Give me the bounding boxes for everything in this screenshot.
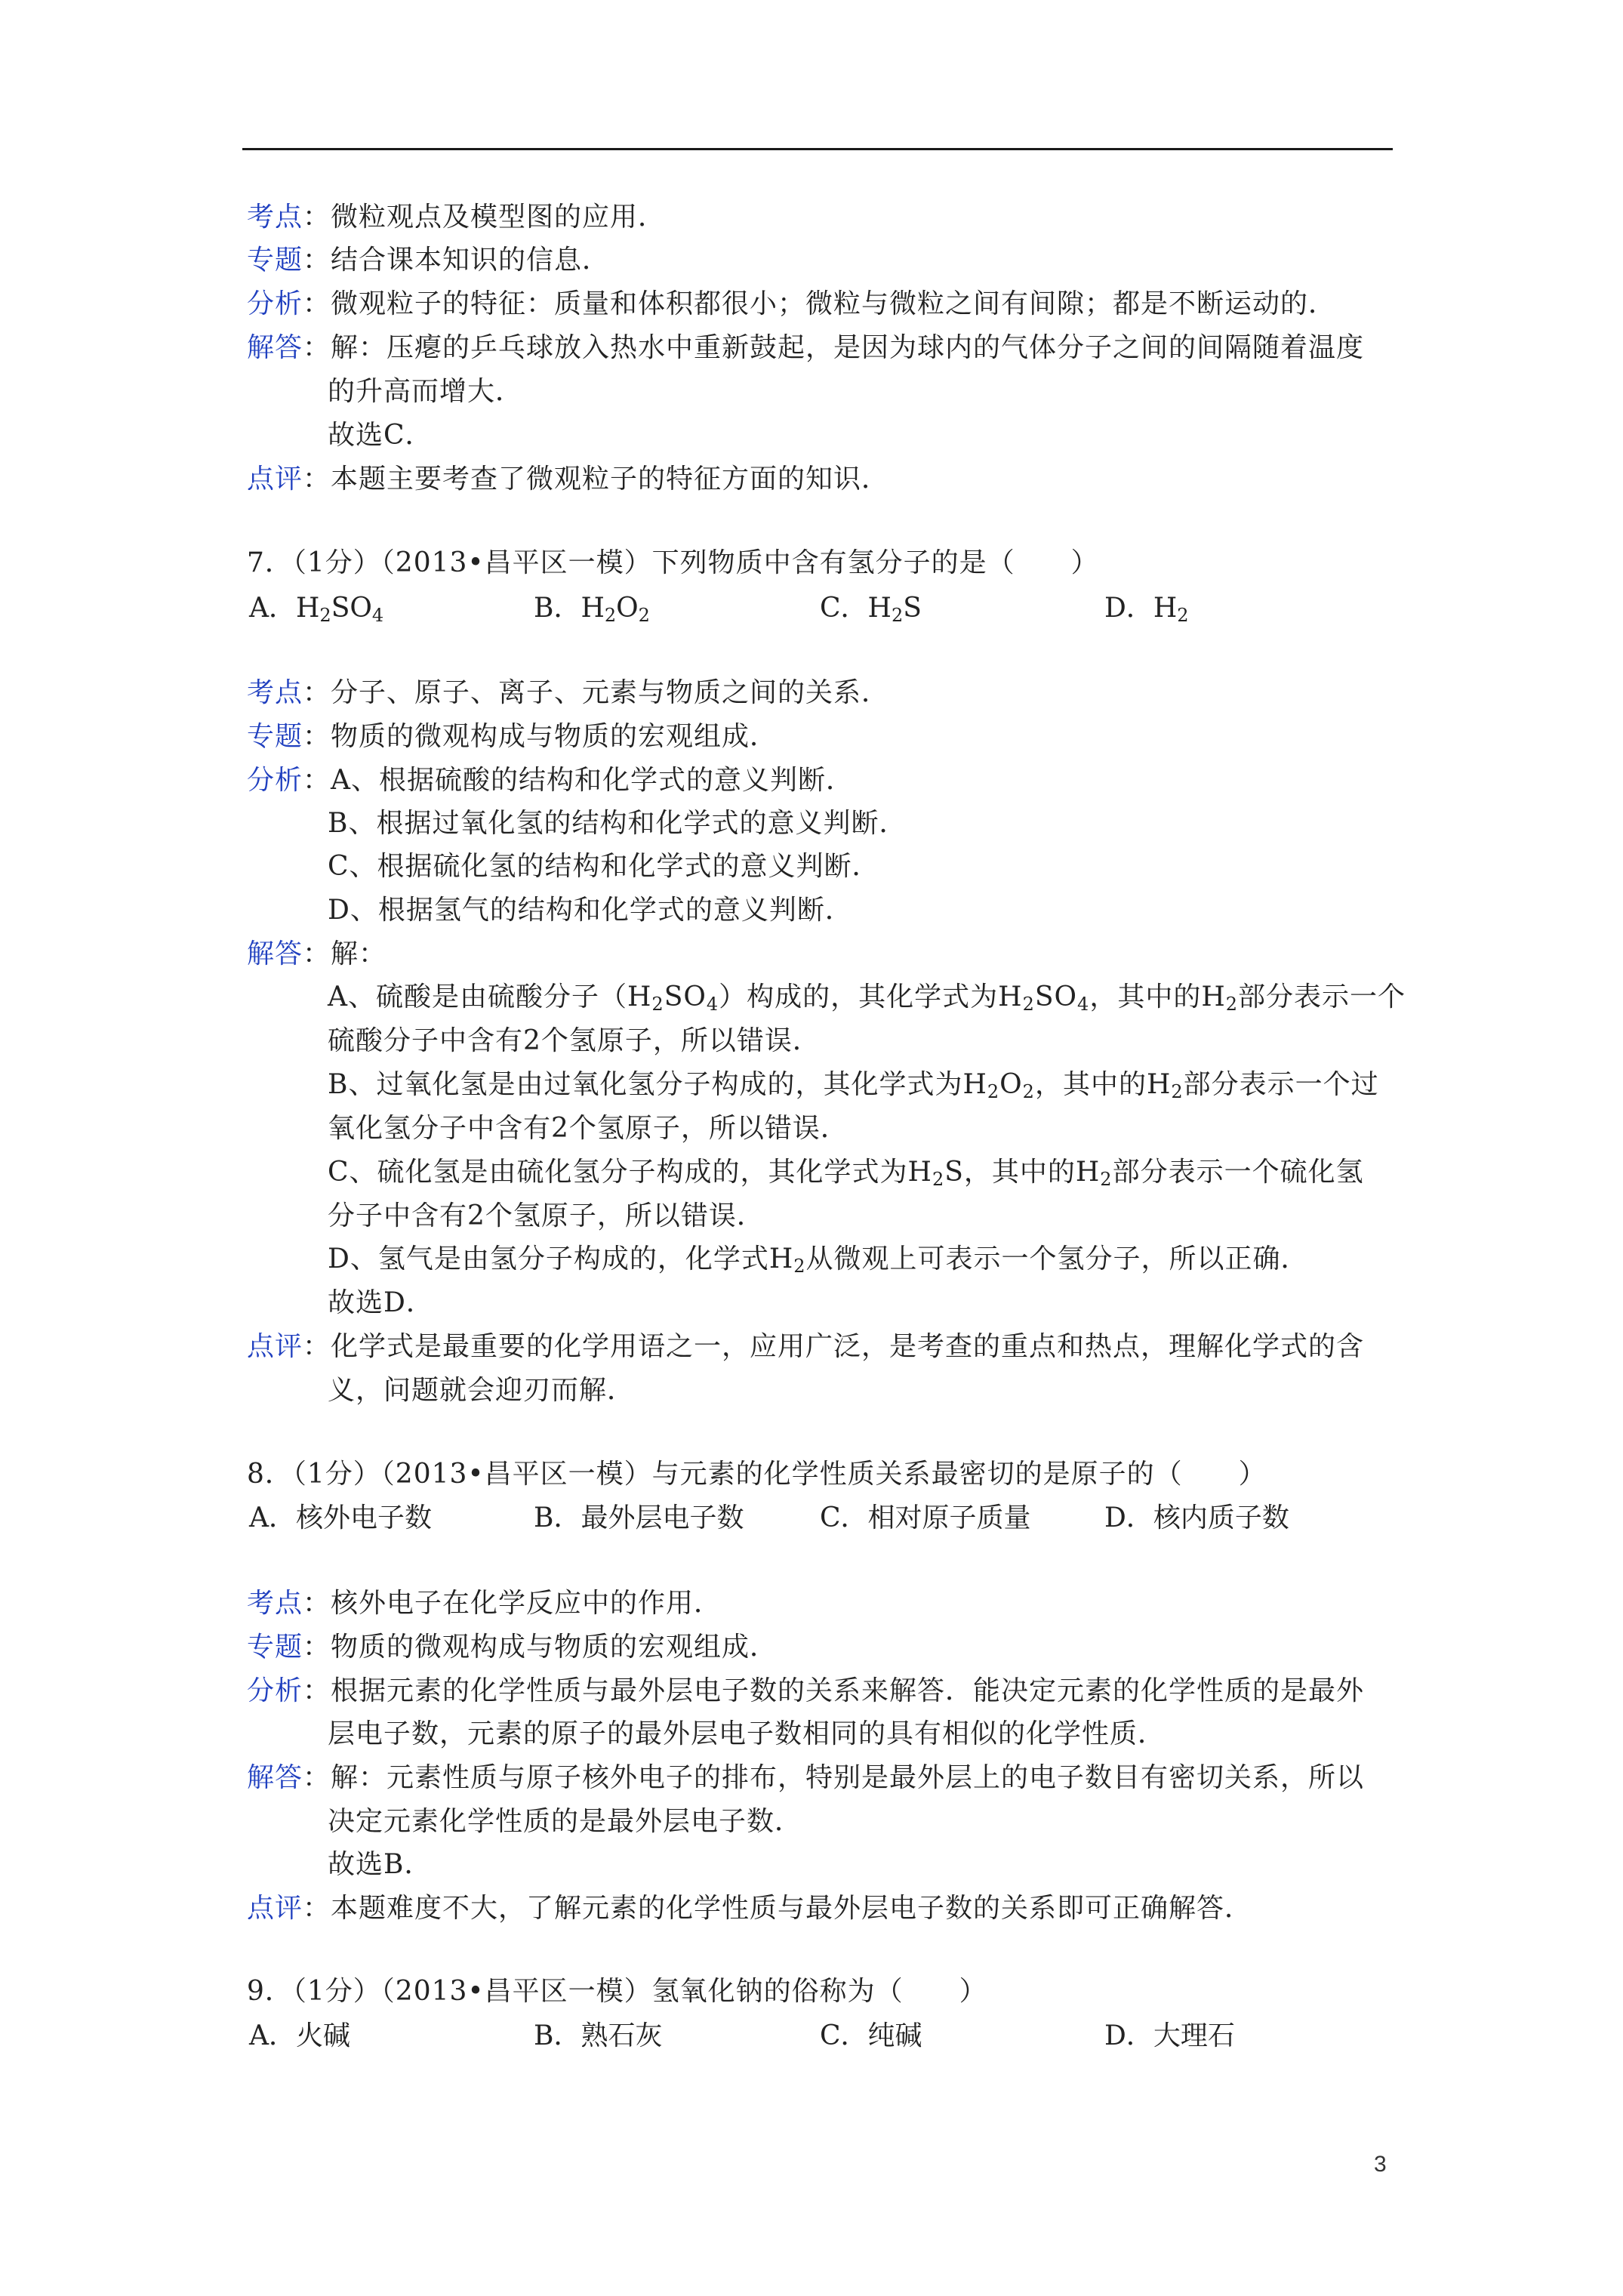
q9-option-d: D．大理石 bbox=[1104, 2020, 1235, 2051]
b2-zhuanti: 专题：物质的微观构成与物质的宏观组成． bbox=[247, 721, 778, 752]
q7-stem: 7．（1分）（2013•昌平区一模）下列物质中含有氢分子的是（ ） bbox=[247, 547, 1099, 578]
q8-option-d: D．核内质子数 bbox=[1104, 1502, 1289, 1533]
b2-jieda: 解答：解： bbox=[247, 938, 387, 969]
fenxi-label: 分析 bbox=[247, 1675, 303, 1706]
dianping-label: 点评 bbox=[247, 1893, 303, 1924]
b2-fenxi-d: D、根据氢气的结构和化学式的意义判断． bbox=[328, 895, 853, 926]
b3-fenxi-line2: 层电子数，元素的原子的最外层电子数相同的具有相似的化学性质． bbox=[328, 1718, 1166, 1749]
b3-jieda: 解答：解：元素性质与原子核外电子的排布，特别是最外层上的电子数目有密切关系，所以 bbox=[247, 1762, 1365, 1793]
fenxi-label: 分析 bbox=[247, 288, 303, 319]
b1-jieda-line2: 的升高而增大． bbox=[328, 376, 524, 407]
fenxi-label: 分析 bbox=[247, 765, 303, 796]
b2-choice: 故选D． bbox=[328, 1287, 434, 1318]
q9-option-b: B．熟石灰 bbox=[534, 2020, 663, 2051]
b2-answer-c-line2: 分子中含有2个氢原子，所以错误． bbox=[328, 1200, 765, 1231]
b2-dianping: 点评：化学式是最重要的化学用语之一，应用广泛，是考查的重点和热点，理解化学式的含 bbox=[247, 1331, 1365, 1362]
b2-kaodian: 考点：分子、原子、离子、元素与物质之间的关系． bbox=[247, 677, 890, 708]
b1-fenxi: 分析：微观粒子的特征：质量和体积都很小；微粒与微粒之间有间隙；都是不断运动的． bbox=[247, 288, 1337, 319]
b3-zhuanti: 专题：物质的微观构成与物质的宏观组成． bbox=[247, 1632, 778, 1663]
b2-answer-a: A、硫酸是由硫酸分子$(H_2SO_4)$构成的，其化学式为$H_2SO_4$，其中的$H_2$部分表示一个 bbox=[328, 982, 1406, 1015]
dianping-label: 点评 bbox=[247, 1331, 303, 1362]
b1-kaodian: 考点：微粒观点及模型图的应用． bbox=[247, 202, 667, 233]
b2-fenxi-b: B、根据过氧化氢的结构和化学式的意义判断． bbox=[328, 808, 907, 839]
q7-option-a: A．$H_2SO_4$ bbox=[249, 593, 384, 626]
b2-dianping-line2: 义，问题就会迎刃而解． bbox=[328, 1375, 636, 1406]
b3-kaodian: 考点：核外电子在化学反应中的作用． bbox=[247, 1588, 722, 1619]
b2-answer-b: B、过氧化氢是由过氧化氢分子构成的，其化学式为$H_2O_2$，其中的$H_2$部分表示一个过 bbox=[328, 1069, 1379, 1102]
b2-answer-c: C、硫化氢是由硫化氢分子构成的，其化学式为$H_2S$，其中的$H_2$部分表示一个硫化氢 bbox=[328, 1157, 1364, 1190]
b3-answer: 故选B． bbox=[328, 1849, 433, 1880]
b2-answer-a-line2: 硫酸分子中含有2个氢原子，所以错误． bbox=[328, 1025, 821, 1056]
jieda-label: 解答 bbox=[247, 938, 303, 969]
q8-option-c: C．相对原子质量 bbox=[820, 1502, 1031, 1533]
q7-option-c: C．$H_2S$ bbox=[820, 593, 922, 626]
b2-fenxi-c: C、根据硫化氢的结构和化学式的意义判断． bbox=[328, 851, 880, 882]
page-number: 3 bbox=[1374, 2152, 1387, 2177]
zhuanti-label: 专题 bbox=[247, 721, 303, 752]
b1-jieda: 解答：解：压瘪的乒乓球放入热水中重新鼓起，是因为球内的气体分子之间的间隔随着温度 bbox=[247, 332, 1365, 363]
q9-option-c: C．纯碱 bbox=[820, 2020, 922, 2051]
q8-option-a: A．核外电子数 bbox=[249, 1502, 432, 1533]
q8-stem: 8．（1分）（2013•昌平区一模）与元素的化学性质关系最密切的是原子的（ ） bbox=[247, 1459, 1267, 1490]
q8-option-b: B．最外层电子数 bbox=[534, 1502, 744, 1533]
q9-option-a: A．火碱 bbox=[249, 2020, 350, 2051]
b3-fenxi: 分析：根据元素的化学性质与最外层电子数的关系来解答．能决定元素的化学性质的是最外 bbox=[247, 1675, 1365, 1706]
q7-option-b: B．$H_2O_2$ bbox=[534, 593, 650, 626]
b3-jieda-line2: 决定元素化学性质的是最外层电子数． bbox=[328, 1806, 803, 1837]
b1-dianping: 点评：本题主要考查了微观粒子的特征方面的知识． bbox=[247, 464, 890, 495]
b1-answer: 故选C． bbox=[328, 420, 433, 451]
b2-answer-d: D、氢气是由氢分子构成的，化学式$H_2$从微观上可表示一个氢分子，所以正确． bbox=[328, 1244, 1309, 1277]
b2-fenxi: 分析：A、根据硫酸的结构和化学式的意义判断． bbox=[247, 765, 855, 796]
kaodian-label: 考点 bbox=[247, 202, 303, 233]
zhuanti-label: 专题 bbox=[247, 245, 303, 276]
jieda-label: 解答 bbox=[247, 1762, 303, 1793]
q9-stem: 9．（1分）（2013•昌平区一模）氢氧化钠的俗称为（ ） bbox=[247, 1976, 987, 2007]
jieda-label: 解答 bbox=[247, 332, 303, 363]
q7-option-d: D．$H_2$ bbox=[1104, 593, 1189, 626]
b3-dianping: 点评：本题难度不大，了解元素的化学性质与最外层电子数的关系即可正确解答． bbox=[247, 1893, 1253, 1924]
header-rule bbox=[242, 148, 1393, 150]
dianping-label: 点评 bbox=[247, 464, 303, 495]
b2-answer-b-line2: 氧化氢分子中含有2个氢原子，所以错误． bbox=[328, 1113, 848, 1144]
kaodian-label: 考点 bbox=[247, 1588, 303, 1619]
kaodian-label: 考点 bbox=[247, 677, 303, 708]
zhuanti-label: 专题 bbox=[247, 1632, 303, 1663]
b1-zhuanti: 专题：结合课本知识的信息． bbox=[247, 245, 611, 276]
